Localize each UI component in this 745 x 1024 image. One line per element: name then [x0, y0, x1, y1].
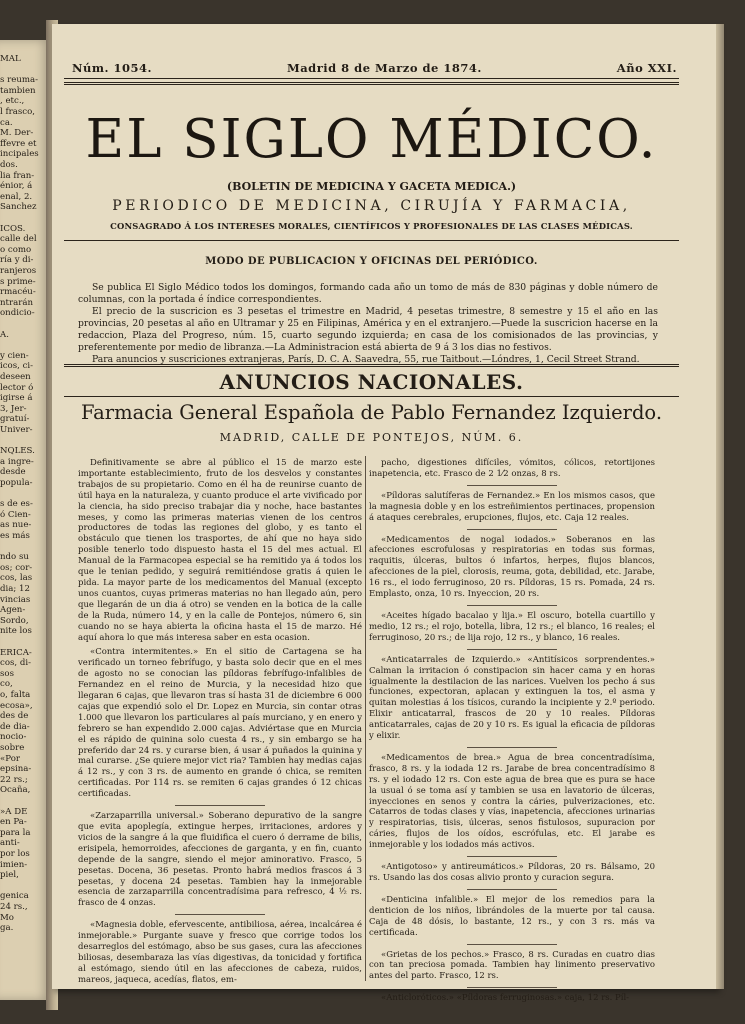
ad-paragraph: «Aceites hígado bacalao y lija.» El oscuro, botella cuartillo y medio, 12 rs.; el rojo, botella, libra, 12 rs.; el blanco, 16 reales; el ferruginoso, 20 rs.; de lija rojo, 12 rs., y blanco, 16 reales. [369, 610, 655, 643]
ad-paragraph: Definitivamente se abre al público el 15 de marzo este importante establecimiento, fruto de los desvelos y constantes trabajos de su propietario. Como en él ha de reunirse cuanto de útil haya en la naturaleza, y cuanto produce el arte vivificado por la ciencia, ha sido preciso trabajar dia y noche, hace bastantes meses, y como las primeras materias vienen de los centros productores de todas las regiones del globo, y es tanto el obstáculo que tienen los trasportes, de ahí que no haya sido posible tenerlo todo dispuesto hasta el 15 del mes actual. El Manual de la Farmacopea especial se ha remitido ya á todos los que le tenian pedido, y seguirá remitiéndose gratis á quien le pida. La mayor parte de los medicamentos del Manual (excepto unos cuantos, cuyas primeras materias no han llegado aún, pero que llegarán de un dia á otro) se venden en la botica de la calle de la Ruda, número 14, y en la calle de Pontejos, número 6, sin cuando no se haya abierta la oficina hasta el 15 de marzo. Hé aquí ahora lo que más interesa saber en esta ocasion. [78, 458, 362, 643]
left-page-text-fragment: Ocaña, [0, 785, 31, 796]
left-page-text-fragment: lector ó [0, 382, 34, 393]
left-page-fragment [0, 40, 52, 1000]
left-page-text-fragment: l frasco, [0, 107, 36, 117]
left-page-text-fragment: M. Der- [0, 128, 34, 139]
header-rule-top [64, 78, 679, 79]
left-page-text-fragment: 3, Jer- [0, 403, 27, 414]
left-page-text-fragment: o, falta [0, 690, 31, 700]
paragraph-separator [175, 914, 265, 915]
ad-paragraph: «Magnesia doble, efervescente, antibiliosa, aérea, incalcárea é inmejorable.» Purgante suave y fresco que corrige todos los desarreglos del estómago, abso be sus gases, cura las afecciones biliosas, desembaraza las vías digestivas, da tonicidad y fortifica al estómago, siendo útil en las afecciones de cabeza, ruidos, mareos, jaqueca, acedías, flatos, em- [78, 920, 362, 985]
periodical-dedication: CONSAGRADO Á LOS INTERESES MORALES, CIENTÍFICOS Y PROFESIONALES DE LAS CLASES MÉDICAS. [110, 221, 633, 231]
left-page-text-fragment: anti- [0, 838, 20, 849]
ad-paragraph: «Contra intermitentes.» En el sitio de Cartagena se ha verificado un torneo febrífugo, y basta solo decir que en el mes de agosto no se conocian las píldoras febrífugo-infalibles de Fernandez en el reino de Murcia, y la necesidad hizo que llegaran 6 cajas, que llevaron tras sí hasta 31 de diciembre 6 000 cajas que expendió solo el Dr. Lopez en Murcia, sin contar otras 1.000 que llevaron los particulares al país murciano, y en enero y febrero se han expendido 2.000 cajas. Adviértase que en Murcia el es rápido de quinina solo cuesta 4 rs., y sin embargo se ha preferido dar 24 rs. y curarse bien, á usar á puñados la quinina y mal curarse. ¿Se quiere mejor vict ria? Tambien hay medias cajas á 12 rs., y con 3 rs. de aumento en grande ó chica, se remiten certificadas. Por 114 rs. se remiten 6 cajas grandes ó 12 chicas certificadas. [78, 647, 362, 800]
masthead-subtitle: (BOLETIN DE MEDICINA Y GACETA MEDICA.) [226, 180, 517, 193]
section-heading: ANUNCIOS NACIONALES. [219, 370, 524, 394]
left-page-text-fragment: ca. [0, 117, 13, 128]
left-page-text-fragment: o como [0, 244, 32, 255]
paragraph-separator [467, 987, 557, 988]
header-rule-double [64, 82, 679, 85]
dedication-rule [64, 240, 679, 241]
left-page-text-fragment: dia; 12 [0, 584, 30, 594]
left-page-text-fragment: s reuma- [0, 75, 39, 86]
left-page-text-fragment: s de es- [0, 499, 33, 510]
left-page-text-fragment: de dia- [0, 721, 30, 732]
paragraph-separator [467, 605, 557, 606]
left-page-text-fragment: deseen [0, 372, 31, 382]
paragraph-separator [467, 944, 557, 945]
left-page-text-fragment: ondicio- [0, 308, 35, 319]
left-page-text-fragment: en Pa- [0, 817, 27, 828]
left-page-text-fragment: a ingre- [0, 456, 34, 467]
left-page-text-fragment: genica [0, 891, 29, 902]
intro-paragraph: Se publica El Siglo Médico todos los domingos, formando cada año un tomo de más de 830 páginas y doble número de columnas, con la portada é índice correspondientes. [78, 282, 658, 305]
section-rule [64, 396, 679, 397]
masthead-title: EL SIGLO MÉDICO. [85, 109, 658, 170]
page-edge [716, 24, 724, 989]
left-page-text-fragment: epsina- [0, 764, 32, 775]
left-page-text-fragment: Agen- [0, 605, 26, 616]
left-page-text-fragment: as nue- [0, 520, 32, 531]
paragraph-separator [467, 889, 557, 890]
ad-paragraph: «Medicamentos de brea.» Agua de brea concentradísima, frasco, 8 rs. y la iodada 12 rs. Jarabe de brea concentradísimo 8 rs. y el iodado 12 rs. Con este agua de brea que es pura se hace la usual ó se toma así y tambien se usa en lavatorio de úlceras, inyecciones en senos y contra la cáries, pulverizaciones, etc. Catarros de todas clases y vías, inapetencia, afecciones urinarias y respiratorias, tisis, úlceras, senos fistulosos, supuracion por cáries, flujos de los oídos, escrófulas, etc. El jarabe es inmejorable y los iodados más activos. [369, 752, 655, 851]
left-page-text-fragment: nocio- [0, 732, 27, 743]
left-page-text-fragment: Univer- [0, 425, 33, 435]
periodical-description: PERIODICO DE MEDICINA, CIRUJÍA Y FARMACIA, [112, 198, 631, 214]
paragraph-separator [175, 805, 265, 806]
issue-date: Madrid 8 de Marzo de 1874. [286, 61, 482, 75]
paragraph-separator [467, 529, 557, 530]
publication-heading: MODO DE PUBLICACION Y OFICINAS DEL PERIÓDICO. [205, 256, 538, 267]
left-page-text-fragment: co, [0, 679, 13, 690]
paragraph-separator [467, 649, 557, 650]
left-page-text-fragment: icos, ci- [0, 361, 34, 372]
left-page-text-fragment: tambien [0, 85, 36, 96]
left-page-text-fragment: MAL [0, 54, 21, 64]
left-page-text-fragment: ÑQLES. [0, 446, 35, 457]
left-page-text-fragment: rmacéu- [0, 287, 36, 298]
publication-info [78, 282, 658, 366]
left-page-text-fragment: des de [0, 711, 29, 722]
left-page-text-fragment: Sordo, [0, 615, 29, 626]
left-page-text-fragment: ERICA- [0, 647, 32, 658]
left-page-text-fragment: ICOS. [0, 223, 26, 234]
ad-paragraph: pacho, digestiones difíciles, vómitos, cólicos, retortijones inapetencia, etc. Frasco de 2 1⁄2 onzas, 8 rs. [369, 458, 655, 479]
left-page-text-fragment: ntrarán [0, 297, 33, 308]
left-page-text-fragment: «Por [0, 753, 20, 764]
left-page-text-fragment: ecosa», [0, 700, 33, 711]
issue-header [72, 61, 677, 75]
ad-paragraph: «Zarzaparrilla universal.» Soberano depurativo de la sangre que evita apoplegía, extingue herpes, irritaciones, ardores y vicios de la sangre á la que fluidifica el cuero ó derrame de bilis, erisipela, hemorroides, afecciones de garganta, y en fin, cuanto depende de la sangre, siendo el mejor aminorativo. Frasco, 5 pesetas. Docena, 36 pesetas. Pronto habrá medios frascos á 3 pesetas, y docena 24 pesetas. Tambien hay la inmejorable esencia de zarzaparrilla concentradísima para refresco, 4 ½ rs. frasco de 4 onzas. [78, 811, 362, 909]
anuncios-rule [64, 364, 679, 367]
left-page-text-fragment: cos, di- [0, 658, 32, 669]
intro-paragraph: El precio de la suscricion es 3 pesetas el trimestre en Madrid, 4 pesetas trimestre, 8 semestre y 15 el año en las provincias, 20 pesetas al año en Ultramar y 25 en Filipinas, América y en el extranjero.—Puede la suscricion hacerse en la redaccion, Plaza del Progreso, núm. 15, cuarto segundo izquierda; en casa de los comisionados de las provincias, y preferentemente por medio de libranza.—La Administracion está abierta de 9 á 3 los dias no festivos. [78, 306, 658, 353]
paragraph-separator [467, 747, 557, 748]
left-page-text-fragment: nite los [0, 626, 32, 637]
left-page-text-fragment: gratuí- [0, 414, 30, 425]
ad-paragraph: «Anticatarrales de Izquierdo.» «Antitísicos sorprendentes.» Calman la irritacion ó constipacion sin hacer cama y en horas igualmente la destilacion de las narices. Vuelven los pecho á sus funciones, expectoran, aplacan y extinguen la tos, el asma y quitan molestias á los tísicos, curando la incipiente y 2.º periodo. Elixir anticatarral, frascos de 20 y 10 reales. Píldoras anticatarrales, cajas de 20 y 10 rs. Es igual la eficacia de píldoras y elixir. [369, 654, 655, 742]
left-page-text-fragment: desde [0, 467, 26, 478]
column-divider [365, 456, 366, 981]
right-column [369, 458, 655, 1008]
left-page-text-fragment: es más [0, 531, 30, 541]
paragraph-separator [467, 856, 557, 857]
ad-paragraph: «Píldoras salutíferas de Fernandez.» En los mismos casos, que la magnesia doble y en los estreñimientos pertinaces, propension á ataques cerebrales, erupciones, flujos, etc. Caja 12 reales. [369, 490, 655, 523]
left-page-text-fragment: vincias [0, 594, 31, 605]
left-page-text-fragment: para la [0, 827, 31, 838]
left-page-text-fragment: enal, 2. [0, 191, 33, 202]
left-page-text-fragment: por los [0, 849, 30, 859]
left-page-text-fragment: igirse á [0, 393, 33, 404]
left-page-text-fragment: Sanchez [0, 202, 37, 213]
ad-paragraph: «Medicamentos de nogal iodados.» Soberanos en las afecciones escrofulosas y respiratorias en todas sus formas, raquitis, úlceras, bultos ó infartos, herpes, flujos blancos, afecciones de la piel, clorosis, reuma, gota, debilidad, etc. Jarabe, 16 rs., el iodo ferruginoso, 20 rs. Píldoras, 15 rs. Pomada, 24 rs. Emplasto, onza, 10 rs. Inyeccion, 20 rs. [369, 534, 655, 600]
left-page-text-fragment: y cien- [0, 350, 29, 361]
newspaper-page [52, 24, 718, 1004]
left-page-text-fragment: ndo su [0, 552, 29, 563]
ad-paragraph: «Antigotoso» y antireumáticos.» Píldoras, 20 rs. Bálsamo, 20 rs. Usando las dos cosas alivio pronto y curacion segura. [369, 862, 655, 883]
left-page-text-fragment: A. [0, 329, 9, 340]
left-page-text-fragment: lia fran- [0, 170, 35, 181]
left-page-text-fragment: incipales [0, 149, 39, 160]
left-page-text-fragment: ranjeros [0, 266, 37, 276]
left-page-text-fragment: calle del [0, 234, 37, 245]
intro-paragraph: Para anuncios y suscriciones extranjeras, París, D. C. A. Saavedra, 55, rue Taitbout.—Lóndres, 1, Cecil Street Strand. [92, 354, 640, 365]
advertiser-address: MADRID, CALLE DE PONTEJOS, NÚM. 6. [219, 431, 524, 444]
issue-year: Año XXI. [616, 61, 677, 75]
left-page-text-fragment: 22 rs.; [0, 774, 28, 785]
left-page-text-fragment: , etc., [0, 96, 25, 107]
left-page-text-fragment: sobre [0, 743, 25, 753]
left-page-text-fragment: ó Cien- [0, 509, 31, 520]
left-page-text-fragment: piel, [0, 870, 19, 881]
left-page-text-fragment: 24 rs., [0, 902, 28, 912]
left-page-text-fragment: sos [0, 668, 14, 679]
left-page-text-fragment: ffevre et [0, 138, 37, 149]
ad-paragraph: «Grietas de los pechos.» Frasco, 8 rs. Curadas en cuatro dias con tan preciosa pomada. Tambien hay linimento preservativo antes del parto. Frasco, 12 rs. [369, 949, 655, 982]
left-column [78, 458, 362, 990]
issue-number: Núm. 1054. [72, 61, 153, 75]
left-page-text-fragment: dos. [0, 160, 18, 170]
advertiser-title: Farmacia General Española de Pablo Fernandez Izquierdo. [80, 401, 663, 424]
left-page-text-fragment: Mo [0, 912, 14, 923]
left-page-text-fragment: imien- [0, 859, 28, 870]
ad-paragraph: «Anticloróticos.» «Píldoras ferruginosas.» caja, 12 rs. Píl- [381, 993, 630, 1004]
left-page-text-fragment: s prime- [0, 276, 36, 287]
left-page-text-fragment: cos, las [0, 573, 33, 584]
ad-paragraph: «Denticina infalible.» El mejor de los remedios para la denticion de los niños, librándoles de la muerte por tal causa. Caja de 48 dósis, lo bastante, 12 rs., y con 3 rs. más va certificada. [369, 894, 655, 938]
left-page-text-fragment: os; cor- [0, 562, 33, 573]
left-page-text-fragment: »A DE [0, 806, 28, 817]
left-page-text-fragment: ría y di- [0, 255, 34, 266]
paragraph-separator [467, 485, 557, 486]
left-page-text-fragment: popula- [0, 478, 33, 488]
left-page-text-fragment: énior, á [0, 181, 33, 192]
left-page-text-fragment: ga. [0, 923, 14, 934]
